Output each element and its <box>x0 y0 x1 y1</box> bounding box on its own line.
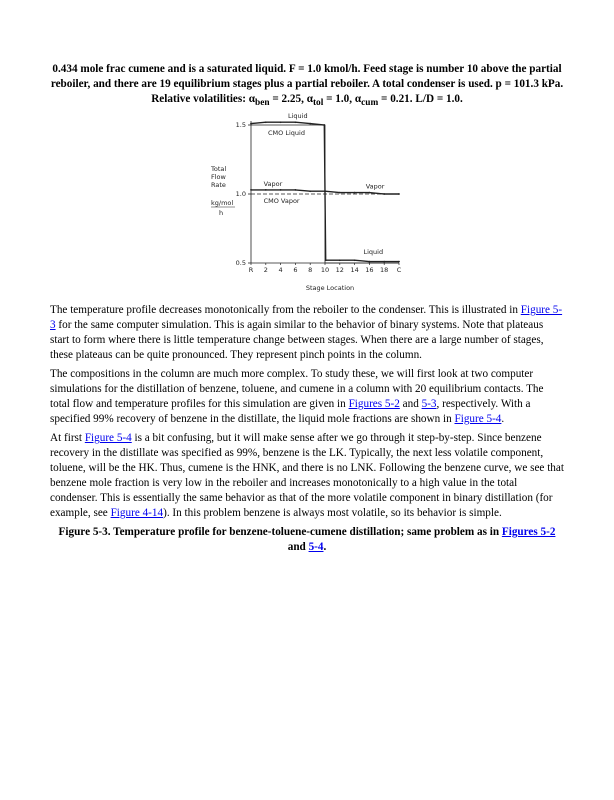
x-tick-label: 2 <box>263 266 268 275</box>
x-tick-label: 6 <box>293 266 298 275</box>
chart-annotation: Vapor <box>263 180 283 189</box>
y-tick-label: 1.0 <box>235 190 246 199</box>
x-tick-label: 10 <box>320 266 330 275</box>
x-tick-label: 4 <box>278 266 283 275</box>
chart-annotation: CMO Liquid <box>268 129 305 138</box>
link-5-3[interactable]: 5-3 <box>421 398 437 411</box>
paragraph-2: The compositions in the column are much more complex. To study these, we will first look at two computer simulations for the distillation of benzene, toluene, and cumene in a column with 20 equilibrium contacts. The total flow and temperature profiles for this simulation are given in Figures 5-2 and 5-3, respectively. With a specified 99% recovery of benzene in the distillate, the liquid mole fractions are shown in Figure 5-4. <box>50 368 544 426</box>
x-tick-label: 12 <box>335 266 344 275</box>
y-axis-unit-bottom: h <box>218 209 224 218</box>
data-point-vapor <box>250 189 252 191</box>
data-point-liquid <box>383 261 385 263</box>
y-tick-label: 1.5 <box>235 121 246 130</box>
x-axis-label: Stage Location <box>305 284 355 293</box>
data-point-vapor <box>280 189 282 191</box>
chart-labels <box>210 113 402 292</box>
y-tick-label: 0.5 <box>235 259 246 268</box>
data-point-liquid <box>309 123 311 125</box>
chart-annotation: CMO Vapor <box>263 197 300 206</box>
figure-caption-bottom: Figure 5-3. Temperature profile for benzene-toluene-cumene distillation; same problem as in Figures 5-2 and 5-4. <box>58 526 556 554</box>
data-point-vapor <box>369 192 371 194</box>
data-point-liquid <box>369 261 371 263</box>
data-point-vapor <box>265 189 267 191</box>
y-axis-unit-top: kg/mol <box>211 199 234 208</box>
figure-caption-top: 0.434 mole frac cumene and is a saturated liquid. F = 1.0 kmol/h. Feed stage is number 10 above the partial reboiler, and there are 19 equilibrium stages plus a partial reboiler. A total condenser is used. p = 101.3 kPa. Relative volatilities: $\alpha_{ben} = 2.25$, $\alpha_{tol} = 1.0$, $\alpha_{cum} = 0.21$. L/D = 1.0. <box>50 63 564 109</box>
data-point-liquid <box>339 260 341 262</box>
paragraph-1: The temperature profile decreases monotonically from the reboiler to the condenser. This is illustrated in Figure 5-3 for the same computer simulation. This is again similar to the behavior of binary systems. Note that plateaus start to form where there is little temperature change between stages. When there are a large number of stages, these plateaus can be quite pronounced. They represent pinch points in the column. <box>50 304 563 362</box>
y-axis-label-line: Rate <box>211 181 226 190</box>
link-caption-figures-5-2[interactable]: Figures 5-2 <box>501 526 556 539</box>
data-point-liquid <box>265 122 267 124</box>
x-tick-label: R <box>248 266 254 275</box>
x-tick-label: C <box>396 266 402 275</box>
chart-annotation: Liquid <box>288 113 308 121</box>
paragraph-3: At first Figure 5-4 is a bit confusing, but it will make sense after we go through it step-by-step. Since benzene recovery in the distillate was specified as 99%, benzene is the LK. Typically, the next less volatile component, toluene, will be the HK. Thus, cumene is the HNK, and there is no LNK. Following the benzene curve, we see that benzene mole fraction is very low in the reboiler and increases monotonically to a high value in the total condenser. This is essentially the same behavior as that of the more volatile component in binary distillation (for example, see Figure 4-14). In this problem benzene is always most volatile, so its behavior is simple. <box>50 432 564 520</box>
y-axis-label-line: Total <box>211 165 227 174</box>
chart-series <box>250 122 400 264</box>
link-figures-5-2[interactable]: Figures 5-2 <box>348 398 400 411</box>
x-tick-label: 14 <box>350 266 359 275</box>
flow-rate-figure <box>209 113 409 303</box>
chart-annotation: Liquid <box>363 248 384 257</box>
flow-rate-chart <box>209 113 409 303</box>
document-page <box>50 62 564 555</box>
chart-annotation: Vapor <box>365 182 385 191</box>
data-point-liquid <box>354 260 356 262</box>
data-point-liquid <box>280 122 282 124</box>
y-axis-label-line: Flow <box>211 173 226 182</box>
link-figure-5-3[interactable]: Figure 5-3 <box>50 304 563 332</box>
link-figure-4-14[interactable]: Figure 4-14 <box>110 507 164 520</box>
x-tick-label: 18 <box>380 266 389 275</box>
data-point-vapor <box>324 191 326 193</box>
x-tick-label: 8 <box>308 266 313 275</box>
link-figure-5-4[interactable]: Figure 5-4 <box>454 413 502 426</box>
data-point-vapor <box>339 192 341 194</box>
data-point-vapor <box>295 189 297 191</box>
link-figure-5-4-b[interactable]: Figure 5-4 <box>84 432 132 445</box>
data-point-vapor <box>354 192 356 194</box>
data-point-liquid <box>295 122 297 124</box>
x-tick-label: 16 <box>365 266 374 275</box>
link-caption-5-4[interactable]: 5-4 <box>308 541 324 554</box>
data-point-vapor <box>309 191 311 193</box>
data-point-liquid <box>250 123 252 125</box>
data-point-liquid <box>398 261 400 263</box>
